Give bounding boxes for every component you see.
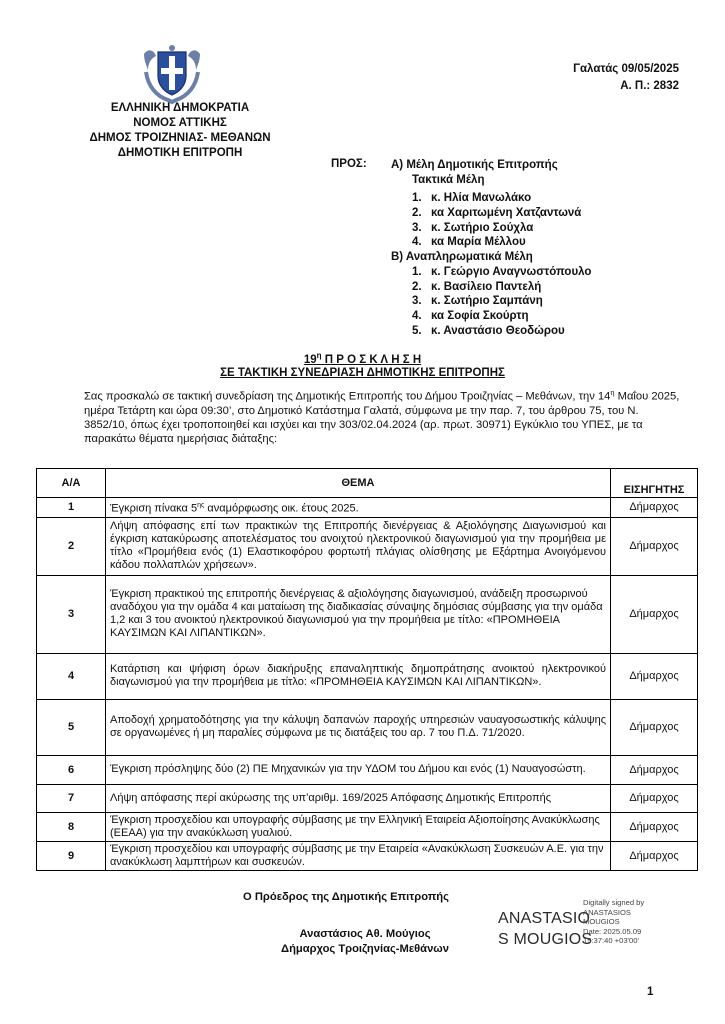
row-rapporteur: Δήμαρχος — [611, 517, 698, 575]
row-number: 2 — [37, 517, 106, 575]
row-number: 4 — [37, 653, 106, 699]
row-topic: Έγκριση προσχεδίου και υπογραφής σύμβασης με την Εταιρεία «Ανακύκλωση Συσκευών Α.Ε. για την ανακύκλωση λαμπτήρων και συσκευών. — [106, 841, 611, 870]
greek-coat-of-arms-icon — [138, 42, 206, 106]
row-number: 3 — [37, 575, 106, 653]
table-row — [37, 653, 698, 699]
row-rapporteur: Δήμαρχος — [611, 699, 698, 755]
group-b-title: Β) Αναπληρωματικά Μέλη — [391, 251, 533, 263]
table-header-row — [37, 469, 698, 498]
document-date: Γαλατάς 09/05/2025 — [573, 63, 679, 75]
col-header-rapporteur: ΕΙΣΗΓΗΤΗΣ — [611, 469, 698, 498]
col-header-aa: Α/Α — [37, 469, 106, 498]
row-topic: Έγκριση πρακτικού της επιτροπής διενέργειας & αξιολόγησης διαγωνισμού, ανάδειξη προσωρινού αναδόχου για την ομάδα 4 και ματαίωση της διαδικασίας σύναψης δημόσιας σύμβασης για την ομάδα 1,2 και 3 του ανοικτού ηλεκτρονικού διαγωνισμού για την προμήθεια με τίτλο: «ΠΡΟΜΗΘΕΙΑ ΚΑΥΣΙΜΩΝ ΚΑΙ ΛΙΠΑΝΤΙΚΩΝ». — [106, 575, 611, 653]
row-topic: Λήψη απόφασης περί ακύρωσης της υπ’αριθμ. 169/2025 Απόφασης Δημοτικής Επιτροπής — [106, 784, 611, 812]
row-number: 6 — [37, 755, 106, 784]
table-row — [37, 575, 698, 653]
page-number: 1 — [647, 986, 654, 998]
list-item: 3. κ. Σωτήριο Σούχλα — [412, 222, 534, 234]
invitation-title: $19^\eta$ Π Ρ Ο Σ Κ Λ Η Σ Η — [303, 351, 422, 366]
table-row — [37, 755, 698, 784]
recipients-label: ΠΡΟΣ: — [331, 158, 367, 170]
list-item: 1. κ. Ηλία Μανωλάκο — [412, 192, 532, 204]
invitation-subtitle: ΣΕ ΤΑΚΤΙΚΗ ΣΥΝΕΔΡΙΑΣΗ ΔΗΜΟΤΙΚΗΣ ΕΠΙΤΡΟΠΗΣ — [220, 367, 505, 379]
row-rapporteur: Δήμαρχος — [611, 653, 698, 699]
org-country: ΕΛΛΗΝΙΚΗ ΔΗΜΟΚΡΑΤΙΑ — [110, 102, 250, 114]
row-number: 1 — [37, 498, 106, 518]
list-item: 3. κ. Σωτήριο Σαμπάνη — [412, 295, 543, 307]
list-item: 2. κ. Βασίλειο Παντελή — [412, 281, 542, 293]
digital-signature — [498, 896, 668, 960]
row-topic: Έγκριση πρόσληψης δύο (2) ΠΕ Μηχανικών για την ΥΔΟΜ του Δήμου και ενός (1) Ναυαγοσώστη. — [106, 755, 611, 784]
list-item: 2. κα Χαριτωμένη Χατζαντωνά — [412, 207, 582, 219]
row-topic: Έγκριση προσχεδίου και υπογραφής σύμβασης με την Ελληνική Εταιρεία Αξιοποίησης Ανακύκλωσης (ΕΕΑΑ) για την ανακύκλωση γυαλιού. — [106, 812, 611, 841]
org-prefecture: ΝΟΜΟΣ ΑΤΤΙΚΗΣ — [133, 117, 227, 129]
table-row — [37, 498, 698, 518]
row-rapporteur: Δήμαρχος — [611, 498, 698, 518]
group-a-subtitle: Τακτικά Μέλη — [412, 174, 485, 186]
digital-signature-details: Digitally signed by ANASTASIOS MOUGIOS Date: 2025.05.09 15:37:40 +03'00' — [583, 898, 645, 946]
row-topic: Έγκριση πίνακα $5^{\eta\varsigma}$ αναμόρφωσης οικ. έτους 2025. — [106, 498, 611, 518]
signature-role: Ο Πρόεδρος της Δημοτικής Επιτροπής — [243, 891, 449, 903]
org-committee: ΔΗΜΟΤΙΚΗ ΕΠΙΤΡΟΠΗ — [117, 147, 243, 159]
list-item: 4. κα Μαρία Μέλλου — [412, 236, 526, 248]
row-topic: Κατάρτιση και ψήφιση όρων διακήρυξης επαναληπτικής δημοπράτησης ανοικτού ηλεκτρονικού διαγωνισμού για την προμήθεια με τίτλο: «ΠΡΟΜΗΘΕΙΑ ΚΑΥΣΙΜΩΝ ΚΑΙ ΛΙΠΑΝΤΙΚΩΝ». — [106, 653, 611, 699]
table-row — [37, 784, 698, 812]
row-number: 5 — [37, 699, 106, 755]
row-rapporteur: Δήμαρχος — [611, 575, 698, 653]
row-rapporteur: Δήμαρχος — [611, 784, 698, 812]
org-municipality: ΔΗΜΟΣ ΤΡΟΙΖΗΝΙΑΣ- ΜΕΘΑΝΩΝ — [89, 132, 271, 144]
row-number: 9 — [37, 841, 106, 870]
row-topic: Λήψη απόφασης επί των πρακτικών της Επιτροπής διενέργειας & Αξιολόγησης Διαγωνισμού και έγκριση κατακύρωσης αποτελέσματος του ανοιχτού ηλεκτρονικού διαγωνισμού για την προμήθεια με τίτλο «Προμήθεια ενός (1) Ελαστικοφόρου φορτωτή πλάγιας ολίσθησης με Εξάρτημα Ανοιγόμενου κάδου πολλαπλών χρήσεων». — [106, 517, 611, 575]
signature-title: Δήμαρχος Τροιζηνίας-Μεθάνων — [281, 943, 449, 955]
table-row — [37, 841, 698, 870]
row-rapporteur: Δήμαρχος — [611, 841, 698, 870]
intro-paragraph: Σας προσκαλώ σε τακτική συνεδρίαση της Δημοτικής Επιτροπής του Δήμου Τροιζηνίας – Μεθάνων, την $14^\eta$ Μαΐου 2025, ημέρα Τετάρτη και ώρα 09:30’, στο Δημοτικό Κατάστημα Γαλατά, σύμφωνα με την παρ. 7, του άρθρου 75, του Ν. 3852/10, όπως έχει τροποποιηθεί και ισχύει και την 303/02.04.2024 (αρ. πρωτ. 30971) Εγκύκλιο του ΥΠΕΣ, με τα παρακάτω θέματα ημερήσιας διάταξης: — [84, 388, 680, 446]
list-item: 4. κα Σοφία Σκούρτη — [412, 310, 529, 322]
list-item: 5. κ. Αναστάσιο Θεοδώρου — [412, 325, 565, 337]
protocol-number: Α. Π.: 2832 — [620, 80, 679, 92]
col-header-topic: ΘΕΜΑ — [106, 469, 611, 498]
row-number: 7 — [37, 784, 106, 812]
agenda-table — [36, 468, 698, 871]
group-a-title: Α) Μέλη Δημοτικής Επιτροπής — [391, 159, 558, 171]
row-rapporteur: Δήμαρχος — [611, 755, 698, 784]
table-row — [37, 699, 698, 755]
signature-name: Αναστάσιος Αθ. Μούγιος — [299, 928, 431, 940]
row-rapporteur: Δήμαρχος — [611, 812, 698, 841]
digital-signature-name: ANASTASIO S MOUGIOS — [498, 910, 593, 948]
table-row — [37, 812, 698, 841]
list-item: 1. κ. Γεώργιο Αναγνωστόπουλο — [412, 266, 592, 278]
row-topic: Αποδοχή χρηματοδότησης για την κάλυψη δαπανών παροχής υπηρεσιών ναυαγοσωστικής κάλυψης σε οργανωμένες ή μη παραλίες σύμφωνα με τις διατάξεις του αρ. 7 του Π.Δ. 71/2020. — [106, 699, 611, 755]
row-number: 8 — [37, 812, 106, 841]
table-row — [37, 517, 698, 575]
